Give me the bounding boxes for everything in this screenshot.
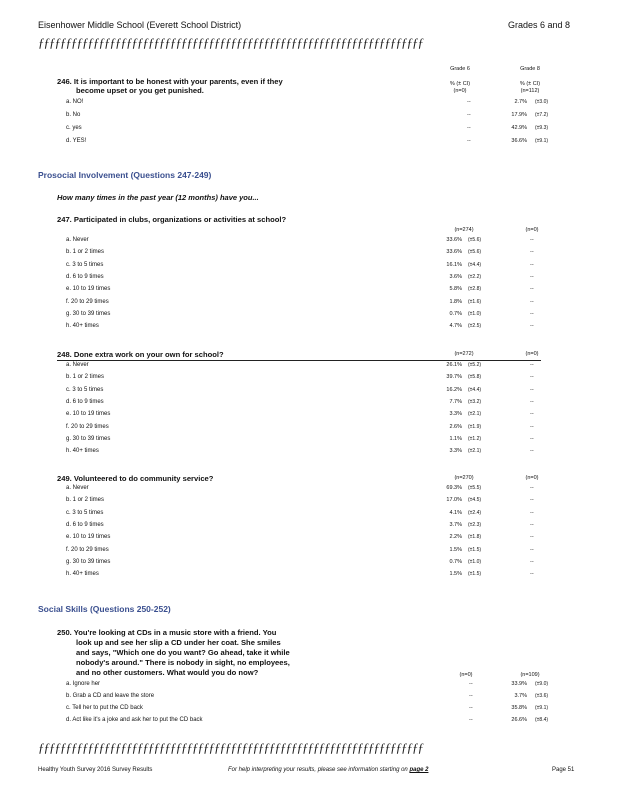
q247-grade8-n: (n=0) (525, 227, 539, 233)
q247-grade6-n: (n=274) (454, 227, 474, 233)
grades-header: Grades 6 and 8 (508, 20, 571, 30)
question-248: 248. Done extra work on your own for school? (57, 350, 224, 359)
question-250-line3: and says, "Which one do you want? Go ahead, take it while (76, 648, 290, 657)
divider-line (57, 360, 541, 361)
section-heading-prosocial: Prosocial Involvement (Questions 247-249) (38, 170, 212, 180)
q248-grade6-n: (n=272) (454, 351, 474, 357)
question-247: 247. Participated in clubs, organizations or activities at school? (57, 215, 287, 224)
question-250-line5: and no other customers. What would you do now? (76, 668, 259, 677)
question-250: 250. You're looking at CDs in a music store with a friend. You (57, 628, 277, 637)
footer-survey-title: Healthy Youth Survey 2016 Survey Results (38, 767, 153, 773)
grade8-column-header: Grade 8 (520, 66, 540, 72)
footer-help-text (228, 767, 428, 773)
grade6-column-header: Grade 6 (450, 66, 470, 72)
bottom-divider: ƒƒƒƒƒƒƒƒƒƒƒƒƒƒƒƒƒƒƒƒƒƒƒƒƒƒƒƒƒƒƒƒƒƒƒƒƒƒƒƒƒƒƒƒƒƒƒƒƒƒƒƒƒƒƒƒƒƒƒƒƒƒƒƒƒƒƒƒƒƒ (38, 741, 423, 754)
section-intro: How many times in the past year (12 months) have you... (57, 193, 259, 202)
question-246: 246. It is important to be honest with your parents, even if they (57, 77, 283, 86)
q249-grade6-n: (n=270) (454, 475, 474, 481)
grade6-n: (n=0) (453, 88, 467, 94)
q248-grade8-n: (n=0) (525, 351, 539, 357)
grade8-n: (n=112) (520, 88, 540, 94)
grade8-ci-label: % (± CI) (519, 81, 541, 87)
school-header: Eisenhower Middle School (Everett School District) (38, 20, 242, 30)
q249-grade8-n: (n=0) (525, 475, 539, 481)
question-246-cont: become upset or you get punished. (76, 86, 204, 95)
q250-grade6-n: (n=0) (459, 672, 473, 678)
page-number: Page 51 (552, 767, 575, 773)
question-249: 249. Volunteered to do community service? (57, 474, 214, 483)
q250-grade8-n: (n=109) (520, 672, 540, 678)
footer-help-prefix: For help interpreting your results, please see information starting on (228, 767, 408, 773)
question-250-line2: look up and see her slip a CD under her coat. She smiles (76, 638, 281, 647)
grade6-ci-label: % (± CI) (449, 81, 471, 87)
section-heading-social: Social Skills (Questions 250-252) (38, 604, 171, 614)
footer-page-link[interactable]: page 2 (409, 767, 429, 773)
top-divider: ƒƒƒƒƒƒƒƒƒƒƒƒƒƒƒƒƒƒƒƒƒƒƒƒƒƒƒƒƒƒƒƒƒƒƒƒƒƒƒƒƒƒƒƒƒƒƒƒƒƒƒƒƒƒƒƒƒƒƒƒƒƒƒƒƒƒƒƒƒƒ (38, 36, 423, 49)
question-250-line4: nobody's around." There is nobody in sight, no employees, (76, 658, 290, 667)
